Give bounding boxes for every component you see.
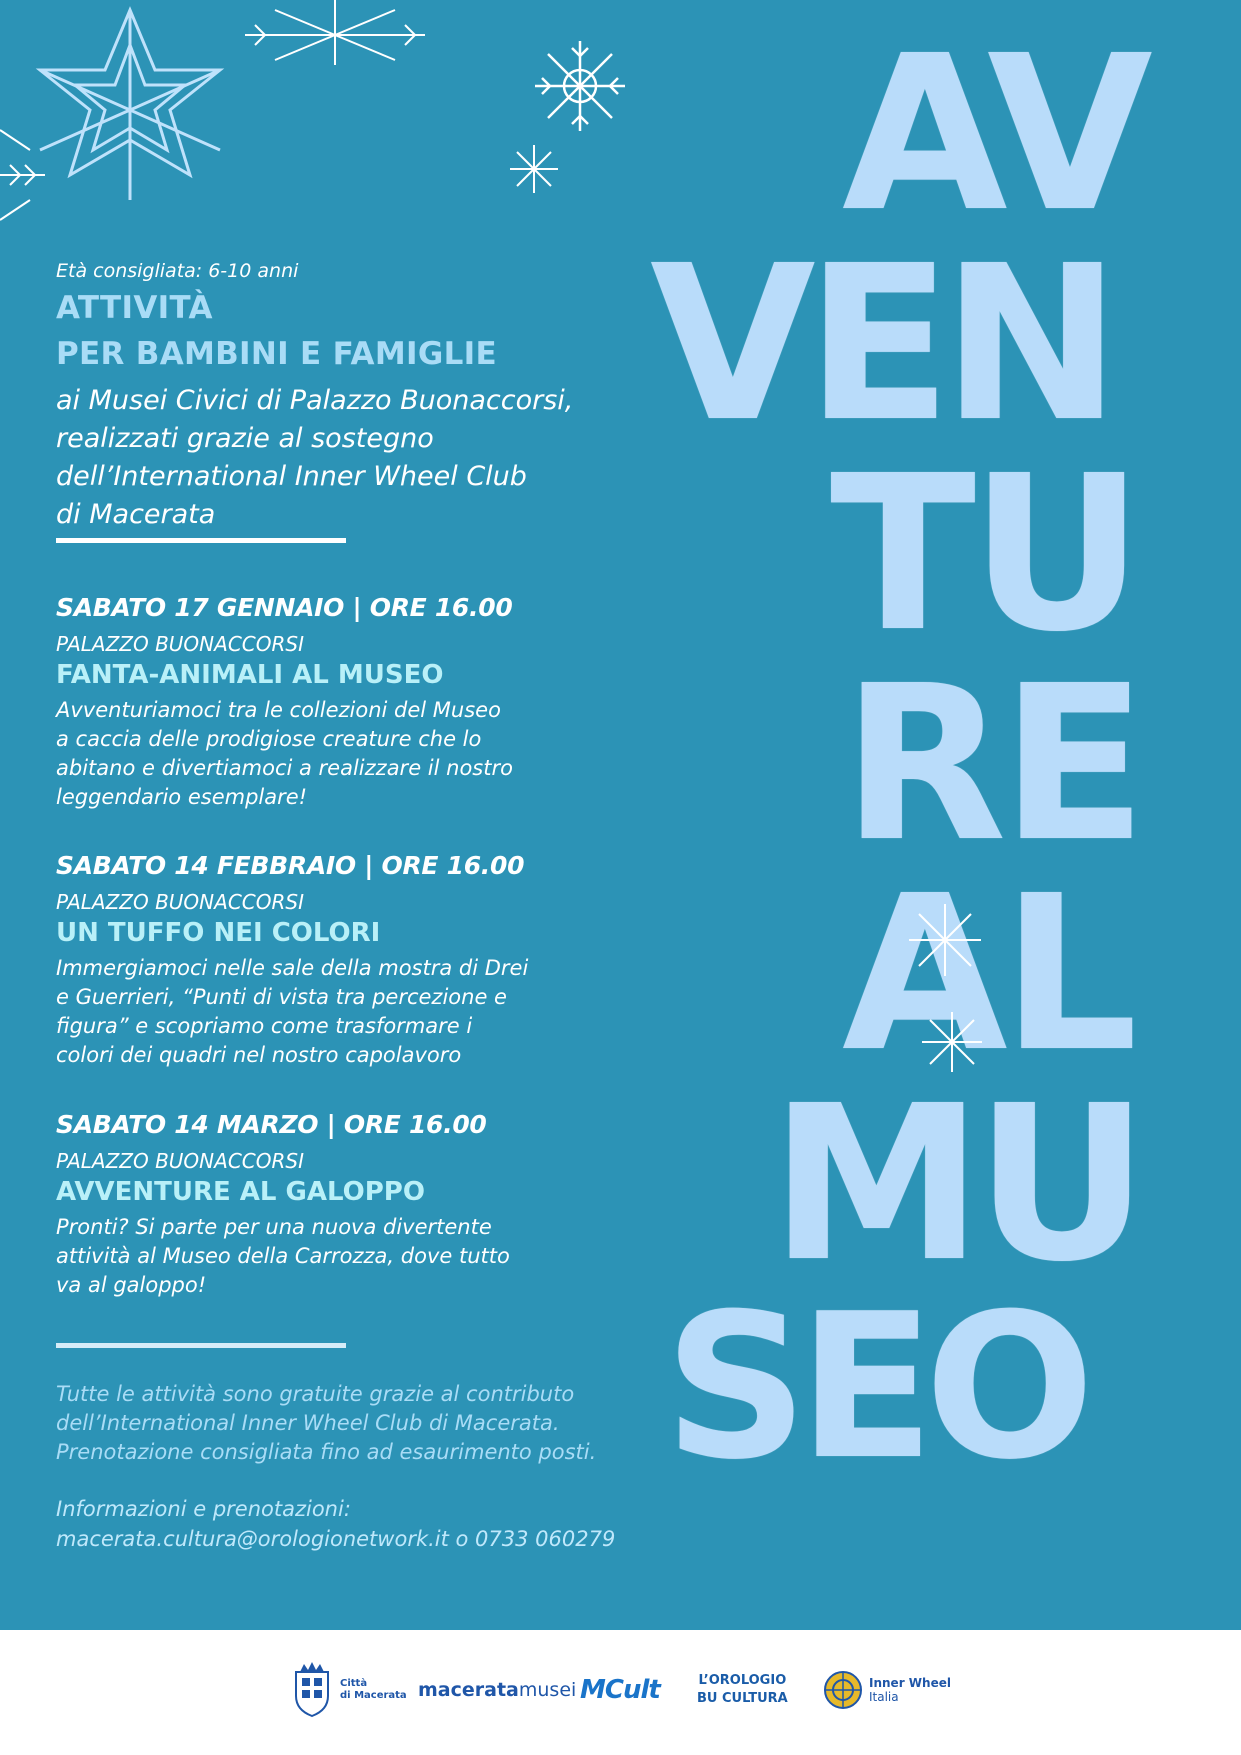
headline-line: RE [842, 640, 1141, 889]
event-date: SABATO 17 GENNAIO | ORE 16.00 [56, 593, 513, 622]
large-snowflake-icon [20, 0, 240, 210]
note-line: Prenotazione consigliata fino ad esaurimento posti. [56, 1440, 597, 1464]
note-line: Tutte le attività sono gratuite grazie al contributo [56, 1382, 575, 1406]
description-line: abitano e divertiamoci a realizzare il nostro [56, 756, 513, 780]
event-description [56, 1213, 616, 1300]
event-description [56, 954, 616, 1070]
iw-line1: Inner Wheel [869, 1676, 951, 1690]
logo-mcult [580, 1660, 660, 1720]
snowflake-overlay-icon [905, 900, 985, 980]
crest-icon [290, 1662, 334, 1718]
orologio-wordmark [697, 1672, 788, 1708]
inner-wheel-emblem-icon [823, 1670, 863, 1710]
event-date: SABATO 14 FEBBRAIO | ORE 16.00 [56, 851, 525, 880]
event-place: PALAZZO BUONACCORSI [56, 632, 304, 656]
notes [56, 1380, 596, 1467]
description-line: Pronti? Si parte per una nuova divertente [56, 1215, 492, 1239]
event-title: AVVENTURE AL GALOPPO [56, 1177, 425, 1207]
intro-subtitle [56, 382, 573, 534]
event-2 [56, 851, 616, 1070]
headline-line: MU [770, 1060, 1141, 1309]
age-recommendation: Età consigliata: 6-10 anni [56, 260, 299, 282]
event-place: PALAZZO BUONACCORSI [56, 890, 304, 914]
contact-label: Informazioni e prenotazioni: [56, 1497, 351, 1521]
logo-citta-di-macerata [290, 1660, 407, 1720]
macerata-label [340, 1678, 407, 1702]
intro-line: di Macerata [56, 499, 216, 530]
description-line: a caccia delle prodigiose creature che lo [56, 727, 482, 751]
event-title: UN TUFFO NEI COLORI [56, 918, 381, 948]
description-line: attività al Museo della Carrozza, dove tutto [56, 1244, 510, 1268]
divider [56, 538, 346, 543]
small-snowflake-icon [508, 143, 560, 195]
musei-bold: macerata [418, 1679, 519, 1701]
main-title-line1: ATTIVITÀ [56, 290, 213, 326]
event-description [56, 696, 616, 812]
headline-line: AV [842, 10, 1147, 259]
inner-wheel-label [869, 1676, 951, 1704]
description-line: figura” e scopriamo come trasformare i [56, 1014, 473, 1038]
orologio-line2: BU CULTURA [697, 1691, 788, 1706]
intro-line: ai Musei Civici di Palazzo Buonaccorsi, [56, 385, 574, 416]
main-title-line2: PER BAMBINI E FAMIGLIE [56, 336, 497, 372]
event-title: FANTA-ANIMALI AL MUSEO [56, 660, 444, 690]
macerata-line2: di Macerata [340, 1690, 407, 1701]
description-line: Avventuriamoci tra le collezioni del Museo [56, 698, 501, 722]
event-place: PALAZZO BUONACCORSI [56, 1149, 304, 1173]
medium-snowflake-icon [530, 36, 630, 136]
description-line: e Guerrieri, “Punti di vista tra percezione e [56, 985, 507, 1009]
description-line: leggendario esemplare! [56, 785, 308, 809]
contact-value: macerata.cultura@orologionetwork.it o 0733 060279 [56, 1527, 616, 1551]
event-date: SABATO 14 MARZO | ORE 16.00 [56, 1110, 487, 1139]
headline-line: SEO [664, 1271, 1085, 1504]
description-line: colori dei quadri nel nostro capolavoro [56, 1043, 462, 1067]
orologio-line1: L’OROLOGIO [698, 1673, 787, 1688]
note-line: dell’International Inner Wheel Club di Macerata. [56, 1411, 560, 1435]
intro-line: realizzati grazie al sostegno [56, 423, 434, 454]
headline-line: VEN [650, 220, 1111, 469]
logo-orologio [697, 1660, 788, 1720]
description-line: Immergiamoci nelle sale della mostra di Drei [56, 956, 529, 980]
description-line: va al galoppo! [56, 1273, 207, 1297]
headline-line: TU [830, 430, 1138, 679]
side-snowflake-icon [0, 120, 50, 230]
headline-line: AL [842, 850, 1132, 1099]
event-3 [56, 1110, 616, 1300]
intro-line: dell’International Inner Wheel Club [56, 461, 527, 492]
snowflake-overlay-icon [920, 1010, 984, 1074]
logo-inner-wheel [823, 1660, 951, 1720]
musei-light: musei [518, 1679, 577, 1701]
macerata-line1: Città [340, 1678, 368, 1689]
divider [56, 1343, 346, 1348]
branch-snowflake-icon [235, 0, 435, 70]
contact-info [56, 1494, 615, 1554]
mcult-wordmark: MCult [580, 1675, 660, 1705]
logo-maceratamusei [418, 1660, 576, 1720]
iw-line2: Italia [869, 1690, 899, 1704]
musei-wordmark [418, 1679, 576, 1701]
event-1 [56, 593, 616, 812]
